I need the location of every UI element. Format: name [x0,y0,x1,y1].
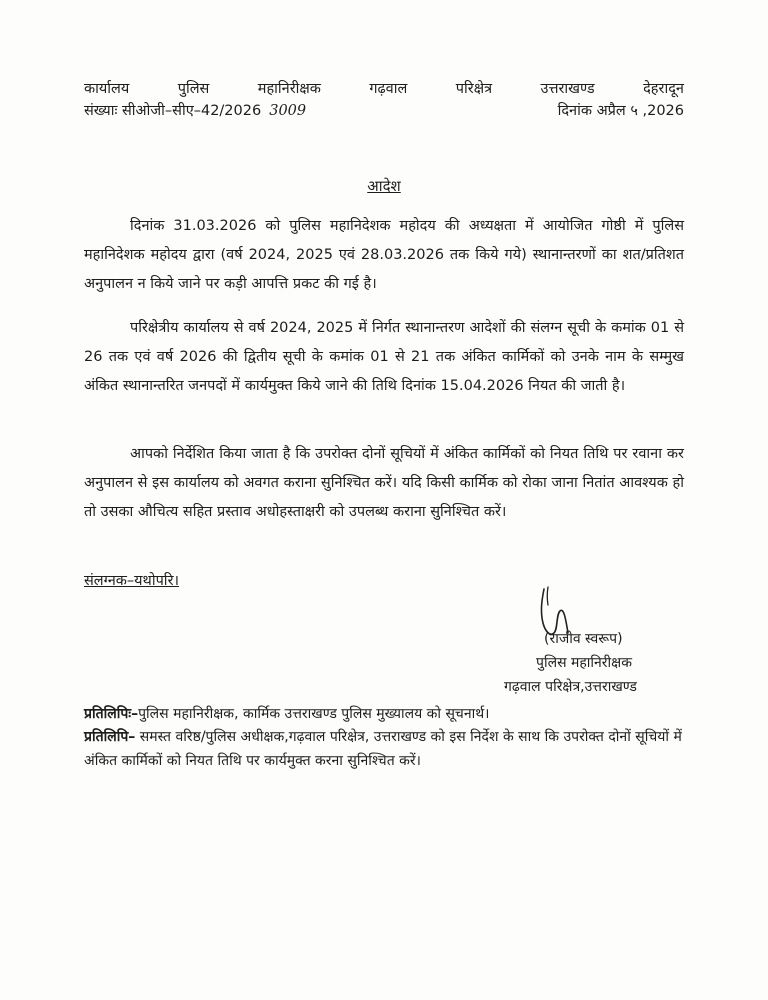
copy-label: प्रतिलिपिः– [84,706,139,722]
signatory-designation: पुलिस महानिरीक्षक [536,655,632,671]
header-word: महानिरीक्षक [257,81,321,97]
header-word: पुलिस [177,81,210,97]
copy-to-1 [84,702,700,726]
header-word: गढ़वाल [369,81,408,97]
reference-text: संख्याः सीओजी–सीए–42/2026 [84,103,262,119]
header-word: परिक्षेत्र [455,81,493,97]
handwritten-dispatch-number: 3009 [269,103,307,119]
header-word: देहरादून [643,81,684,97]
signatory-office: गढ़वाल परिक्षेत्र,उत्तराखण्ड [504,679,637,695]
paragraph-1: दिनांक 31.03.2026 को पुलिस महानिदेशक महोदय की अध्यक्षता में आयोजित गोष्ठी में पुलिस महानिदेशक महोदय द्वारा (वर्ष 2024, 2025 एवं 28.03.2026 तक किये गये) स्थानान्तरणों का शत/प्रतिशत अनुपालन न किये जाने पर कड़ी आपत्ति प्रकट की गई है। [84,218,684,292]
copy-to-2 [84,725,700,773]
document-title [0,176,768,196]
signatory-name: (राजीव स्वरूप) [544,631,623,647]
copy-text: समस्त वरिष्ठ/पुलिस अधीक्षक,गढ़वाल परिक्षेत्र, उत्तराखण्ड को इस निर्देश के साथ कि उपरोक्त दोनों सूचियों में अंकित कार्मिकों को नियत तिथि पर कार्यमुक्त करना सुनिश्चित करें। [84,729,682,769]
copy-text: पुलिस महानिरीक्षक, कार्मिक उत्तराखण्ड पुलिस मुख्यालय को सूचनार्थ। [138,706,490,722]
enclosure-note: संलग्नक–यथोपरि। [84,573,179,589]
header-word: कार्यालय [84,81,130,97]
order-date: दिनांक अप्रैल ५ ,2026 [557,103,684,119]
copy-label: प्रतिलिपि– [84,729,136,745]
reference-number [84,100,306,120]
reference-row [84,100,684,120]
office-header [84,78,684,98]
paragraph-3: आपको निर्देशित किया जाता है कि उपरोक्त दोनों सूचियों में अंकित कार्मिकों को नियत तिथि पर रवाना कर अनुपालन से इस कार्यालय को अवगत कराना सुनिश्चित करें। यदि किसी कार्मिक को रोका जाना नितांत आवश्यक हो तो उसका औचित्य सहित प्रस्ताव अधोहस्ताक्षरी को उपलब्ध कराना सुनिश्चित करें। [84,446,684,520]
header-word: उत्तराखण्ड [540,81,595,97]
signature-block [504,585,690,695]
title-text: आदेश [367,177,401,195]
paragraph-2: परिक्षेत्रीय कार्यालय से वर्ष 2024, 2025 में निर्गत स्थानान्तरण आदेशों की संलग्न सूची के कमांक 01 से 26 तक एवं वर्ष 2026 की द्वितीय सूची के कमांक 01 से 21 तक अंकित कार्मिकों को उनके नाम के सम्मुख अंकित स्थानान्तरित जनपदों में कार्यमुक्त किये जाने की तिथि दिनांक 15.04.2026 नियत की जाती है। [84,320,684,394]
